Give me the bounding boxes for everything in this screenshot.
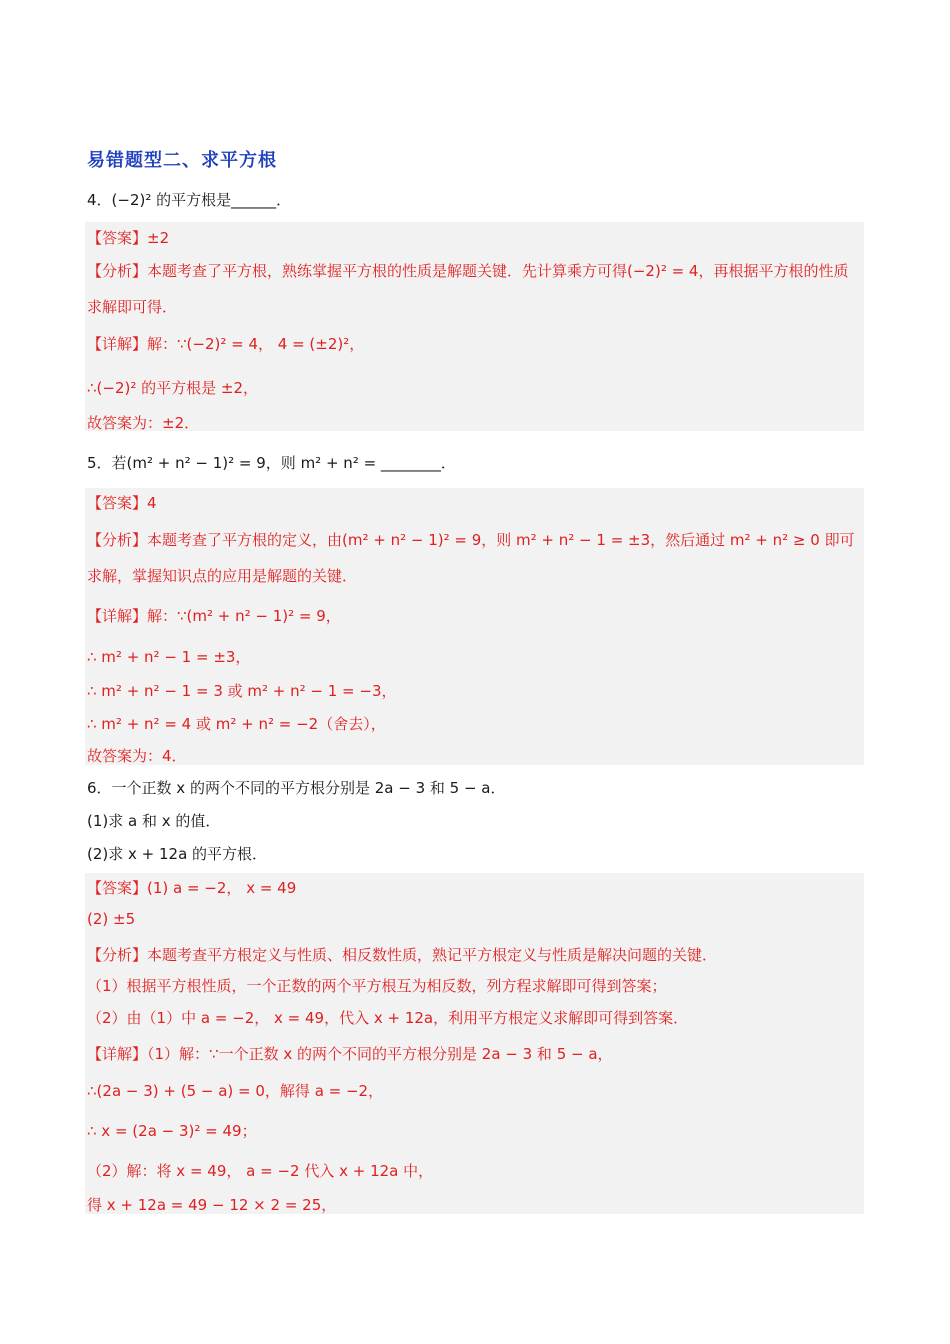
q4-detail-3: 故答案为：±2． [87,414,200,432]
q6-analysis-2: （2）由（1）中 a = −2， x = 49，代入 x + 12a，利用平方根定义求解即可得到答案． [87,1009,689,1027]
question-4: 4．(−2)² 的平方根是______． [87,191,292,209]
q6-detail-2: ∴(2a − 3) + (5 − a) = 0，解得 a = −2， [87,1082,384,1100]
section-title: 易错题型二、求平方根 [87,150,277,171]
question-6: 6．一个正数 x 的两个不同的平方根分别是 2a − 3 和 5 − a． [87,779,506,797]
q5-detail-4: ∴ m² + n² = 4 或 m² + n² = −2（舍去）， [87,715,386,733]
q4-answer: 【答案】±2 [87,229,170,247]
q6-sub-1: (1)求 a 和 x 的值． [87,812,221,830]
q6-detail-1: 【详解】（1）解：∵一个正数 x 的两个不同的平方根分别是 2a − 3 和 5 − a， [87,1045,613,1063]
q4-detail-1: 【详解】解：∵(−2)² = 4， 4 = (±2)²， [87,335,365,353]
q6-analysis-1: （1）根据平方根性质，一个正数的两个平方根互为相反数，列方程求解即可得到答案； [87,977,667,995]
q6-sub-2: (2)求 x + 12a 的平方根． [87,845,268,863]
q6-detail-4: （2）解：将 x = 49， a = −2 代入 x + 12a 中， [87,1162,434,1180]
q4-detail-2: ∴(−2)² 的平方根是 ±2， [87,379,259,397]
q5-analysis: 【分析】本题考查了平方根的定义，由(m² + n² − 1)² = 9，则 m² + n² − 1 = ±3，然后通过 m² + n² ≥ 0 即可求解，掌握知识点的应用是解题的关键． [87,531,855,585]
q5-detail-5: 故答案为：4． [87,747,187,765]
q6-answer-1: 【答案】(1) a = −2， x = 49 [87,879,297,897]
q6-detail-5: 得 x + 12a = 49 − 12 × 2 = 25， [87,1196,337,1214]
q4-analysis: 【分析】本题考查了平方根，熟练掌握平方根的性质是解题关键．先计算乘方可得(−2)² = 4，再根据平方根的性质求解即可得． [87,262,849,316]
q6-analysis: 【分析】本题考查平方根定义与性质、相反数性质，熟记平方根定义与性质是解决问题的关键． [87,946,718,964]
q5-detail-2: ∴ m² + n² − 1 = ±3， [87,648,251,666]
q5-detail-3: ∴ m² + n² − 1 = 3 或 m² + n² − 1 = −3， [87,682,397,700]
q6-answer-2: (2) ±5 [87,910,136,928]
q5-answer: 【答案】4 [87,494,157,512]
question-5: 5．若(m² + n² − 1)² = 9，则 m² + n² = ________． [87,454,456,472]
q6-detail-3: ∴ x = (2a − 3)² = 49； [87,1122,257,1140]
q5-detail-1: 【详解】解：∵(m² + n² − 1)² = 9， [87,607,341,625]
